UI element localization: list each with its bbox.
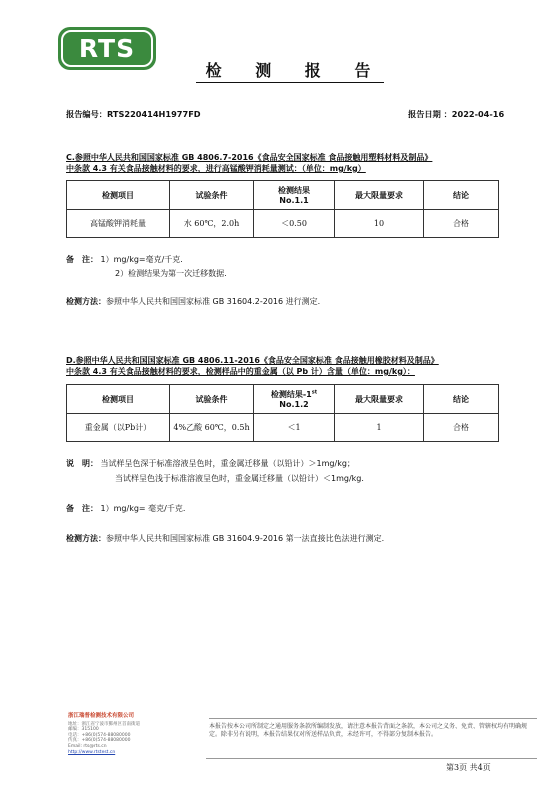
cell-result: ＜1: [254, 414, 335, 442]
cell-conclusion: 合格: [424, 210, 499, 238]
cell-condition: 4%乙酸 60℃，0.5h: [170, 414, 254, 442]
cell-conclusion: 合格: [424, 414, 499, 442]
footer-contact-1: 地址：浙江省宁波市鄞州区首南街道: [68, 721, 140, 727]
method-text: 参照中华人民共和国国家标准 GB 31604.2-2016 进行测定.: [106, 297, 321, 306]
method-label: 检测方法：: [66, 297, 106, 306]
footer-contact-4: 传真：+86(0)574-88080000: [68, 738, 131, 744]
cell-result: ＜0.50: [254, 210, 335, 238]
explain-label: 说 明：: [66, 459, 98, 468]
col-result-no: No.1.1: [279, 196, 309, 205]
report-number: [66, 109, 201, 120]
title-underline: [196, 82, 384, 83]
footer-contact-3: 电话：+86(0)574-88080000: [68, 732, 131, 738]
section-d-line1: D.参照中华人民共和国国家标准 GB 4806.11-2016《食品安全国家标准 食品接触用橡胶材料及制品》: [66, 356, 439, 365]
method-label: 检测方法：: [66, 534, 106, 543]
report-number-value: RTS220414H1977FD: [106, 109, 201, 119]
section-c-table: [66, 180, 499, 238]
section-d-method: [66, 533, 384, 545]
cell-test-item: 重金属（以Pb计）: [67, 414, 170, 442]
col-result-label: [254, 389, 334, 400]
section-d-notes: [66, 503, 185, 515]
footer-company-name: 浙江瑞普检测技术有限公司: [68, 713, 135, 719]
section-c-line1: C.参照中华人民共和国国家标准 GB 4806.7-2016《食品安全国家标准 食品接触用塑料材料及制品》: [66, 153, 433, 162]
page-number: 第3页 共4页: [446, 763, 491, 772]
report-number-label: 报告编号：: [66, 109, 107, 119]
company-logo: [58, 27, 156, 70]
report-date: [408, 109, 504, 120]
footer-website-link[interactable]: http://www.rtstest.cn: [68, 749, 116, 755]
logo-text: RTS: [61, 30, 153, 67]
section-d-explain: [66, 458, 355, 470]
note-2: 2）检测结果为第一次迁移数据.: [115, 269, 227, 278]
footer-contact-5: Email: rts@rts.cn: [68, 743, 107, 749]
col-conclusion: 结论: [424, 385, 499, 414]
cell-limit: 10: [335, 210, 424, 238]
report-date-label: 报告日期 ：: [408, 109, 452, 119]
section-d-line2: 中条款 4.3 有关食品接触材料的要求，检测样品中的重金属（以 Pb 计）含量（单位：mg/kg）：: [66, 367, 415, 376]
col-conclusion: 结论: [424, 181, 499, 210]
cell-condition: 水 60℃，2.0h: [170, 210, 254, 238]
col-result-sup: st: [311, 389, 318, 396]
col-test-item: 检测项目: [67, 181, 170, 210]
cell-test-item: 高锰酸钾消耗量: [67, 210, 170, 238]
explain-line-1: 当试样呈色深于标准溶液呈色时，重金属迁移量（以铅计）＞1mg/kg；: [100, 459, 355, 468]
col-result: [254, 181, 335, 210]
section-d-table: [66, 384, 499, 442]
section-c-line2: 中条款 4.3 有关食品接触材料的要求，进行高锰酸钾消耗量测试：（单位：mg/kg）: [66, 164, 366, 173]
cell-limit: 1: [335, 414, 424, 442]
method-text: 参照中华人民共和国国家标准 GB 31604.9-2016 第一法直接比色法进行测定.: [106, 534, 385, 543]
col-result: [254, 385, 335, 414]
note-1: 1）mg/kg= 毫克/千克.: [100, 504, 186, 513]
notes-label: 备 注：: [66, 255, 98, 264]
footer-contact-2: 邮编：315100: [68, 727, 99, 733]
footer-divider: [206, 758, 537, 759]
explain-line-2: 当试样呈色浅于标准溶液呈色时，重金属迁移量（以铅计）＜1mg/kg.: [115, 474, 364, 483]
footer-company-block: [68, 714, 140, 755]
notes-label: 备 注：: [66, 504, 98, 513]
col-condition: 试验条件: [170, 181, 254, 210]
col-limit: 最大限量要求: [335, 385, 424, 414]
col-result-label: 检测结果: [278, 186, 310, 195]
col-condition: 试验条件: [170, 385, 254, 414]
report-title: 检 测 报 告: [205, 61, 385, 80]
col-test-item: 检测项目: [67, 385, 170, 414]
section-c-notes: [66, 254, 183, 266]
note-1: 1）mg/kg=毫克/千克.: [100, 255, 183, 264]
section-d-heading: [66, 355, 439, 377]
footer-disclaimer: 本报告按本公司所制定之通用服务条款所编制发放，请注意本报告背面之条款，本公司之义务、免责、管辖权均有明确规定。除非另有说明，本报告结果仅对所送样品负责，未经许可，不得部分复制本报告。: [209, 718, 537, 740]
section-c-method: [66, 296, 320, 308]
report-date-value: 2022-04-16: [451, 109, 505, 119]
section-c-heading: [66, 152, 432, 174]
col-result-text: 检测结果-1: [270, 390, 312, 399]
col-result-no: No.1.2: [279, 400, 309, 409]
col-limit: 最大限量要求: [335, 181, 424, 210]
